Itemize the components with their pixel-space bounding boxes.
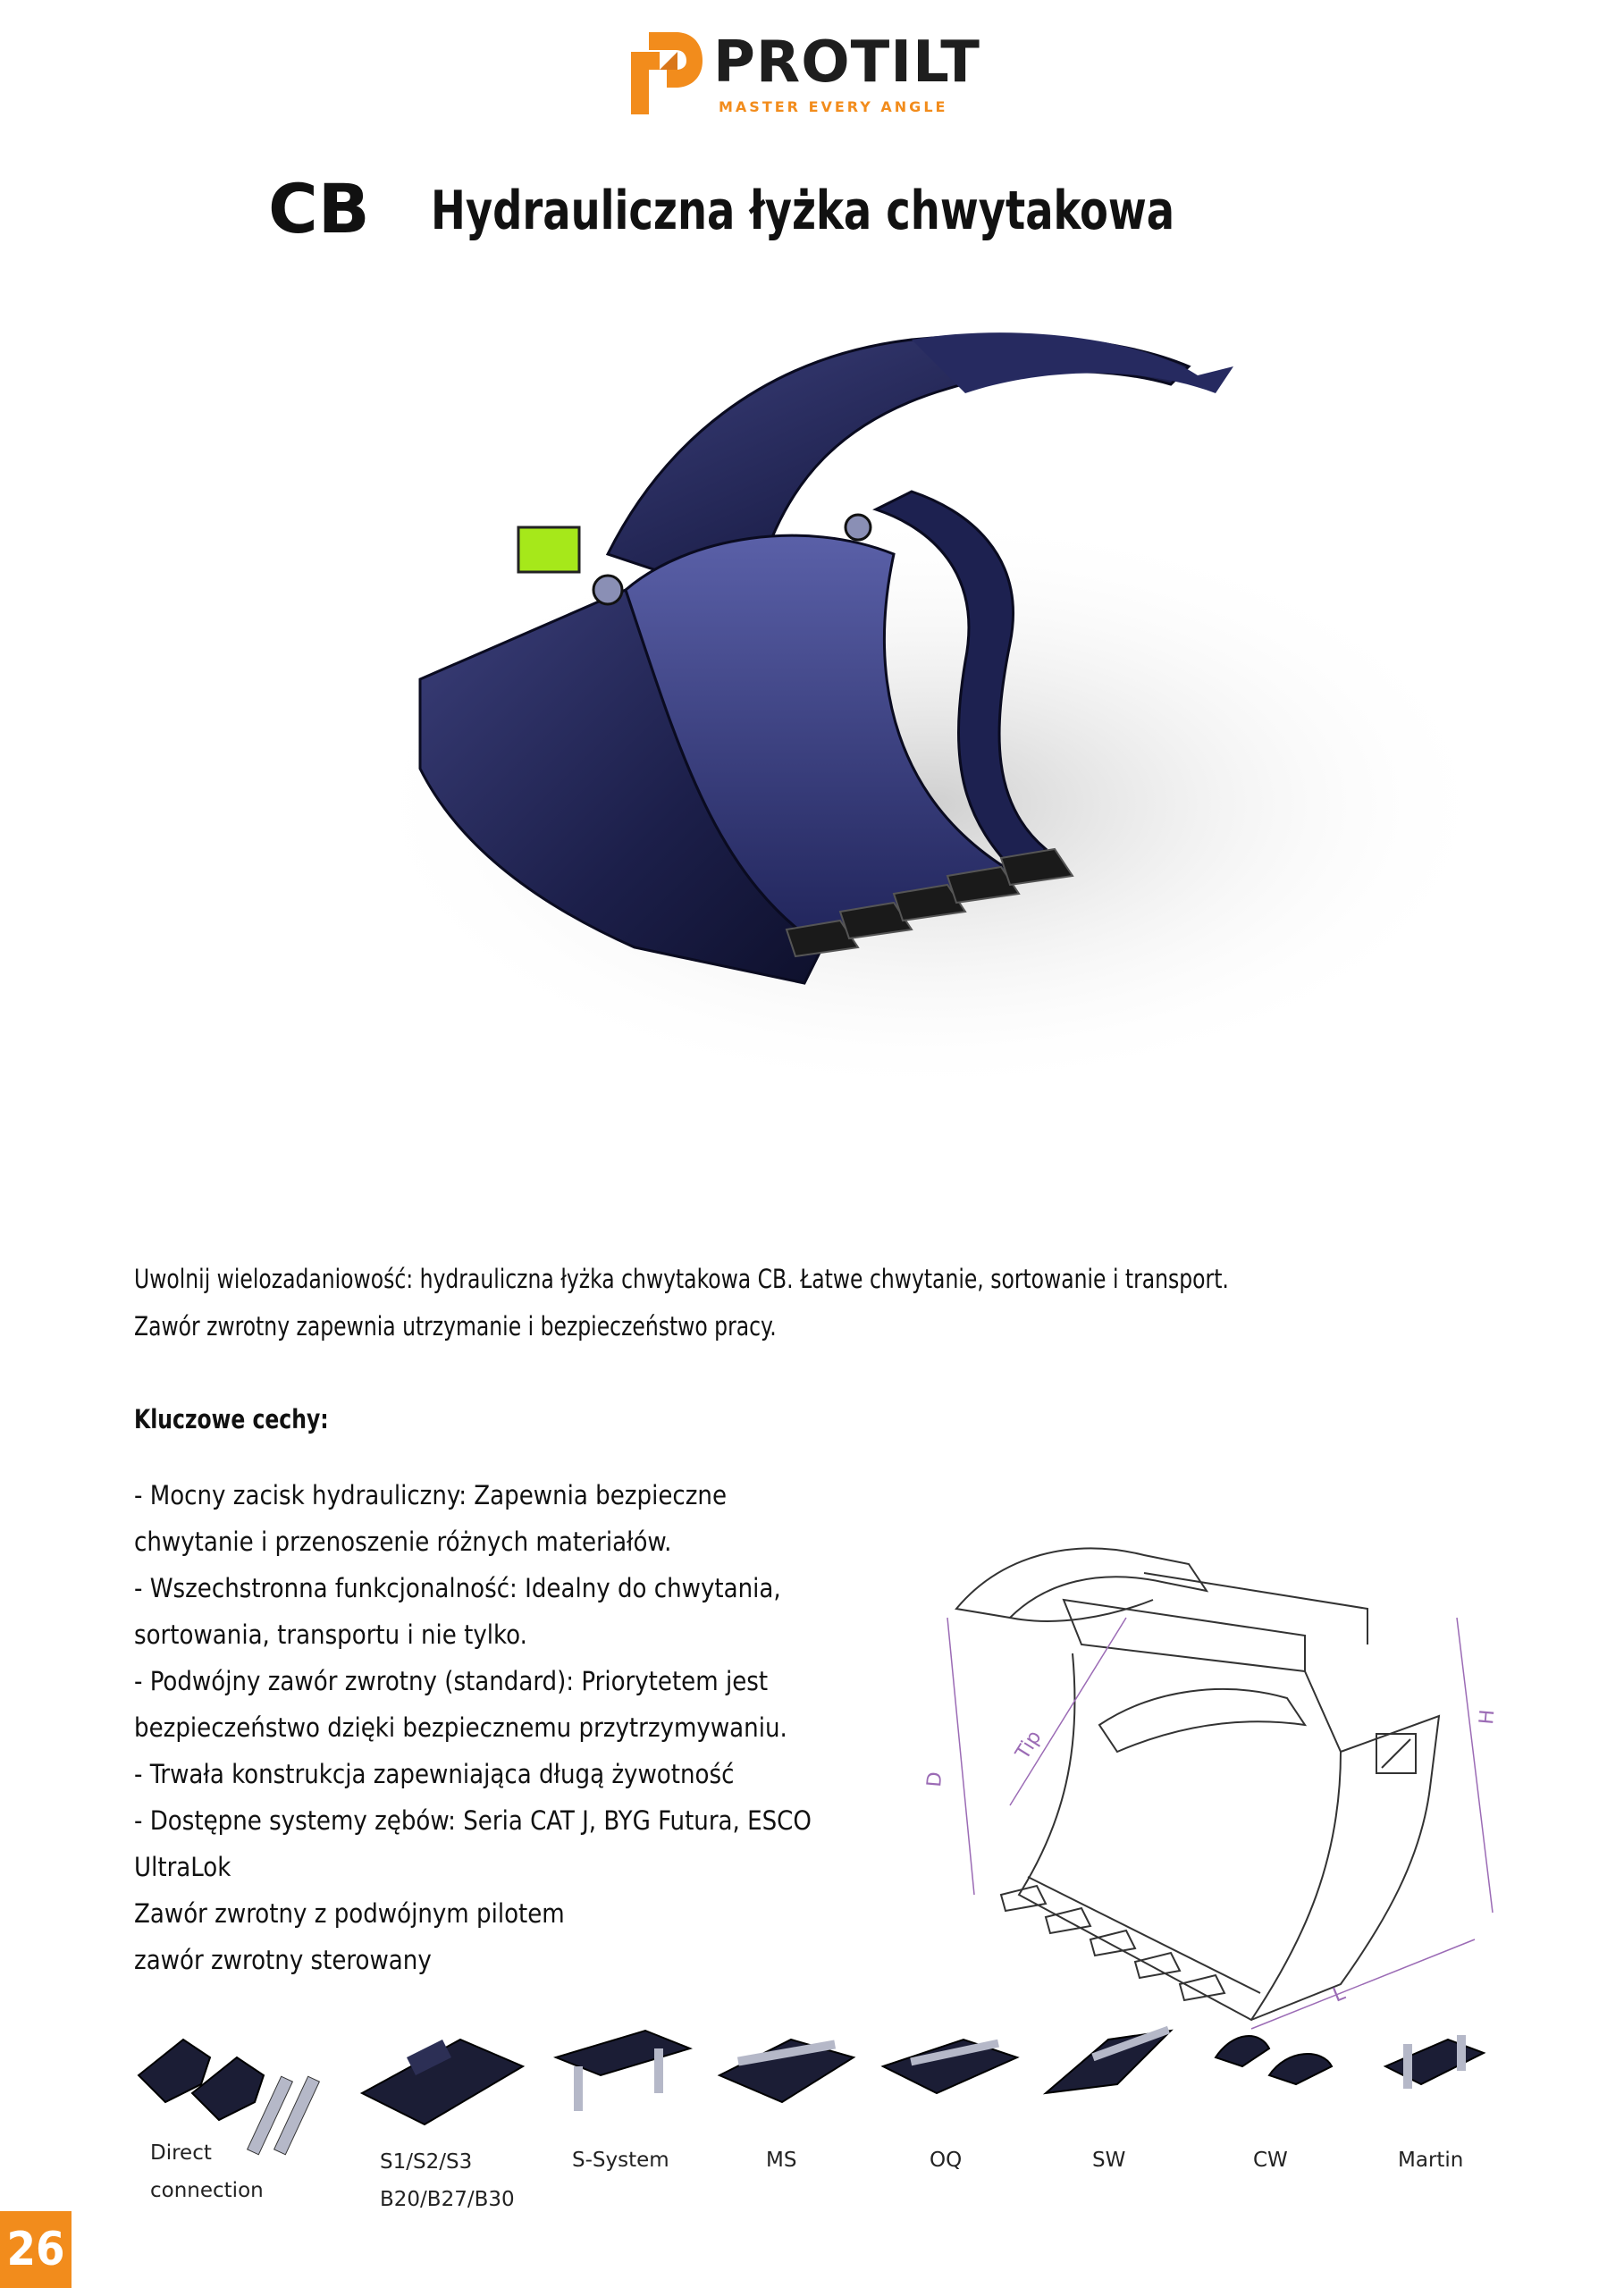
feature-line: bezpieczeństwo dzięki bezpiecznemu przytrzymywaniu. <box>134 1712 787 1743</box>
cw-adapter-icon <box>1207 2022 1350 2111</box>
feature-line: zawór zwrotny sterowany <box>134 1945 432 1975</box>
adapter-s-bracket <box>353 2022 532 2211</box>
product-code: CB <box>268 169 370 248</box>
dimension-label-tip: Tip <box>1011 1727 1047 1764</box>
adapter-label <box>766 2141 796 2179</box>
martin-adapter-icon <box>1376 2022 1493 2111</box>
features-heading: Kluczowe cechy: <box>134 1404 329 1434</box>
brand-name: PROTILT <box>713 29 980 96</box>
feature-line: - Trwała konstrukcja zapewniająca długą żywotność <box>134 1759 735 1789</box>
adapter-label-line: Direct <box>150 2141 212 2165</box>
adapter-oq <box>874 2022 1026 2172</box>
adapter-label <box>930 2141 962 2179</box>
intro-text <box>134 1256 1475 1350</box>
intro-line: Uwolnij wielozadaniowość: hydrauliczna łyżka chwytakowa CB. Łatwe chwytanie, sortowanie i transport. <box>134 1264 1229 1294</box>
dimension-label-h: H <box>1476 1708 1500 1726</box>
adapter-label <box>572 2141 669 2179</box>
feature-line: - Podwójny zawór zwrotny (standard): Priorytetem jest <box>134 1666 769 1696</box>
sw-adapter-icon <box>1037 2022 1189 2120</box>
adapter-label <box>1253 2141 1288 2179</box>
s-bracket-adapter-icon <box>353 2022 532 2138</box>
feature-line: - Mocny zacisk hydrauliczny: Zapewnia bezpieczne <box>134 1480 728 1510</box>
adapter-label <box>1092 2141 1125 2179</box>
grapple-bucket-product-image <box>340 304 1519 1144</box>
adapter-martin <box>1376 2022 1493 2172</box>
dimension-label-d: D <box>923 1771 947 1788</box>
page-number: 26 <box>0 2211 72 2288</box>
adapter-label <box>1398 2141 1463 2179</box>
protilt-logo-mark-icon <box>624 25 704 120</box>
feature-line: chwytanie i przenoszenie różnych materiałów. <box>134 1527 672 1557</box>
adapter-label-line: connection <box>150 2179 264 2202</box>
adapter-label <box>150 2134 264 2209</box>
adapter-label-line: B20/B27/B30 <box>380 2188 515 2211</box>
feature-line: sortowania, transportu i nie tylko. <box>134 1619 527 1650</box>
ms-adapter-icon <box>711 2022 862 2120</box>
features-list <box>134 1472 831 1983</box>
feature-line: - Dostępne systemy zębów: Seria CAT J, BYG Futura, ESCO <box>134 1805 812 1836</box>
adapter-sw <box>1037 2022 1189 2172</box>
feature-item <box>134 1797 831 1890</box>
s-system-adapter-icon <box>547 2022 699 2120</box>
adapter-s-system <box>547 2022 699 2172</box>
feature-item <box>134 1658 831 1751</box>
feature-item <box>134 1751 831 1797</box>
dimension-label-l: L <box>1329 1981 1349 2007</box>
oq-adapter-icon <box>874 2022 1026 2120</box>
feature-item <box>134 1472 831 1565</box>
feature-line: - Wszechstronna funkcjonalność: Idealny do chwytania, <box>134 1573 781 1603</box>
technical-drawing <box>921 1519 1537 2047</box>
adapter-ms <box>711 2022 862 2172</box>
feature-line: UltraLok <box>134 1852 231 1882</box>
adapter-cw <box>1207 2022 1350 2172</box>
adapter-label-line: OQ <box>930 2149 963 2172</box>
adapter-label-line: MS <box>766 2149 797 2172</box>
product-title: Hydrauliczna łyżka chwytakowa <box>431 180 1175 242</box>
protilt-logo <box>624 25 980 120</box>
adapter-label-line: SW <box>1092 2149 1126 2172</box>
adapter-label-line: Martin <box>1398 2149 1464 2172</box>
feature-item <box>134 1890 831 1937</box>
adapter-label <box>380 2143 515 2218</box>
feature-item <box>134 1937 831 1983</box>
brand-tagline: MASTER EVERY ANGLE <box>719 98 948 115</box>
feature-line: Zawór zwrotny z podwójnym pilotem <box>134 1898 565 1929</box>
intro-line: Zawór zwrotny zapewnia utrzymanie i bezpieczeństwo pracy. <box>134 1311 777 1342</box>
adapter-label-line: CW <box>1253 2149 1288 2172</box>
adapter-direct-connection <box>130 2022 344 2202</box>
feature-item <box>134 1565 831 1658</box>
adapter-label-line: S1/S2/S3 <box>380 2150 473 2174</box>
adapter-label-line: S-System <box>572 2149 669 2172</box>
